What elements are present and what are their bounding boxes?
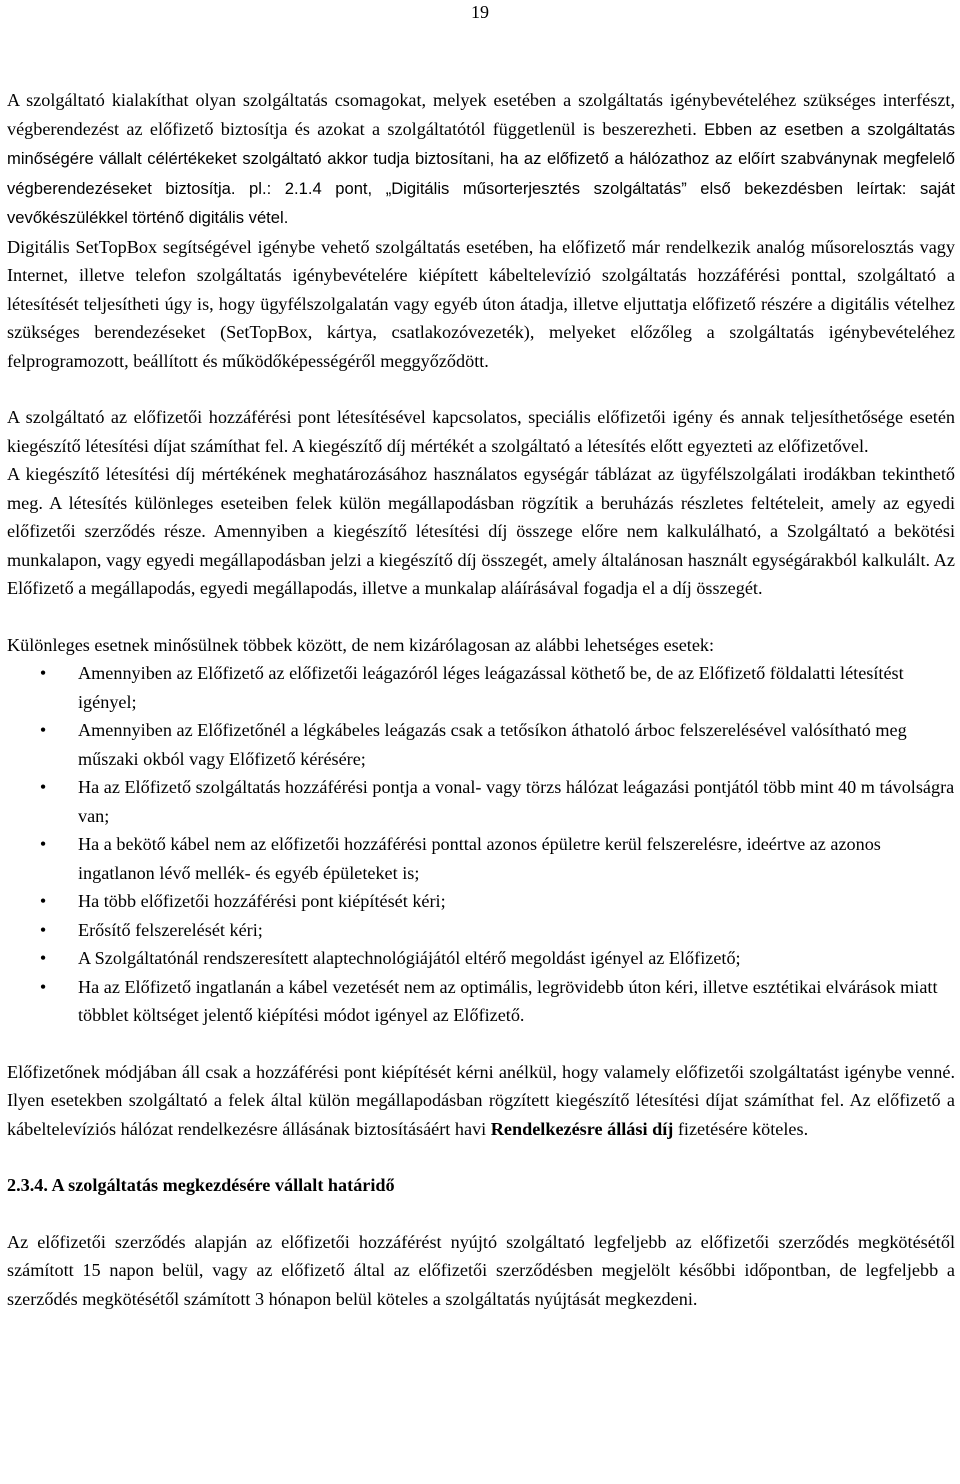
list-intro: Különleges esetnek minősülnek többek között, de nem kizárólagosan az alábbi lehetséges esetek: [7, 634, 715, 655]
list-item [7, 716, 955, 773]
bullet-icon: • [39, 720, 47, 740]
bullet-icon: • [39, 919, 47, 940]
list-item [7, 973, 955, 1030]
paragraph-service-packages-sans: Ebben az esetben a szolgáltatás minőségére vállalt célértékeket szolgáltató akkor tudja biztosítani, ha az előfizető a hálózathoz az előírt szabványnak megfelelő végberendezéseket biztosítja. pl.: 2.1.4 pont, „Digitális műsorterjesztés szolgáltatás” első bekezdésben leírtak: saját vevőkészülékkel történő digitális vétel. [7, 119, 956, 227]
bullet-icon: • [39, 948, 47, 968]
paragraph-access-point-only-tail: fizetésére köteles. [673, 1118, 809, 1139]
paragraph-service-packages [7, 86, 955, 233]
paragraph-settopbox: Digitális SetTopBox segítségével igénybe vehető szolgáltatás esetében, ha előfizető már rendelkezik analóg műsorelosztás vagy Internet, illetve telefon szolgáltatás igénybevételére kiépített kábeltelevízió szolgáltatás hozzáférési ponttal, szolgáltató a létesítését teljesítheti úgy is, hogy ügyfélszolgalatán vagy egyéb úton átadja, illetve eljuttatja előfizető részére a digitális vételhez szükséges berendezéseket (SetTopBox, kártya, csatlakozóvezeték), melyeket előzőleg a szolgáltatás igénybevételéhez felprogramozott, beállított és működőképességéről meggyőződött. [7, 236, 955, 371]
list-item [7, 887, 955, 916]
list-item-text: Ha több előfizetői hozzáférési pont kiépítését kéri; [78, 891, 446, 911]
list-item-text: Ha az Előfizető ingatlanán a kábel vezetését nem az optimális, legrövidebb úton kéri, illetve esztétikai elvárások miatt többlet költséget jelentő kiépítési módot igényel az Előfizető. [78, 976, 938, 1025]
bullet-icon: • [39, 976, 47, 997]
paragraph-additional-fee: A szolgáltató az előfizetői hozzáférési pont létesítésével kapcsolatos, speciális előfizetői igény és annak teljesíthetősége esetén kiegészítő létesítési díjat számíthat fel. A kiegészítő díj mértékét a szolgáltató a létesítés előtt egyezteti az előfizetővel. [7, 407, 955, 456]
paragraph-start-deadline: Az előfizetői szerződés alapján az előfizetői hozzáférést nyújtó szolgáltató legfeljebb az előfizetői szerződés megkötésétől számított 15 napon belül, vagy az előfizető által az előfizetői szerződésben megjelölt későbbi időpontban, de legfeljebb a szerződés megkötésétől számított 3 hónapon belül köteles a szolgáltatás nyújtását megkezdeni. [7, 1231, 955, 1309]
list-item-text: Ha a bekötő kábel nem az előfizetői hozzáférési ponttal azonos épületre kerül felszerelésre, ideértve az azonos ingatlanon lévő mellék- és egyéb épületeket is; [78, 834, 881, 883]
list-item [7, 944, 955, 973]
availability-fee-term: Rendelkezésre állási díj [490, 1118, 674, 1139]
list-item-text: Amennyiben az Előfizető az előfizetői leágazóról léges leágazással köthető be, de az Előfizető földalatti létesítést igényel; [78, 663, 904, 712]
special-cases-list [7, 659, 955, 1030]
list-item [7, 830, 955, 887]
list-item [7, 659, 955, 716]
section-heading: 2.3.4. A szolgáltatás megkezdésére vállalt határidő [7, 1175, 395, 1195]
paragraph-access-point-only [7, 1058, 955, 1144]
list-item-text: Ha az Előfizető szolgáltatás hozzáférési pontja a vonal- vagy törzs hálózat leágazási pontjától több mint 40 m távolságra van; [78, 777, 955, 826]
list-item [7, 916, 955, 945]
list-item [7, 773, 955, 830]
page-number: 19 [471, 2, 489, 22]
bullet-icon: • [39, 663, 47, 683]
list-item-text: Amennyiben az Előfizetőnél a légkábeles leágazás csak a tetősíkon áthatoló árboc felszerelésével valósítható meg műszaki okból vagy Előfizető kérésére; [78, 720, 907, 769]
paragraph-service-packages-serif: A szolgáltató kialakíthat olyan szolgáltatás csomagokat, melyek esetében a szolgáltatás igénybevételéhez szükséges interfészt, végberendezést az előfizető biztosítja és azokat a szolgáltatótól függetlenül is beszerezheti. [7, 90, 955, 139]
list-item-text: A Szolgáltatónál rendszeresített alaptechnológiájától eltérő megoldást igényel az Előfizető; [78, 948, 741, 968]
document-body [7, 86, 955, 1313]
paragraph-access-point-only-text: Előfizetőnek módjában áll csak a hozzáférési pont kiépítését kérni anélkül, hogy valamely előfizetői szolgáltatást igénybe venné. Ilyen esetekben szolgáltató a felek által külön megállapodásban rögzített kiegészítő létesítési díjat számíthat fel. Az előfizető a kábeltelevíziós hálózat rendelkezésre állásának biztosításáért havi [7, 1061, 955, 1139]
bullet-icon: • [39, 777, 47, 797]
bullet-icon: • [39, 891, 47, 911]
bullet-icon: • [39, 834, 47, 854]
list-item-text: Erősítő felszerelését kéri; [78, 919, 263, 940]
paragraph-fee-table: A kiegészítő létesítési díj mértékének meghatározásához használatos egységár táblázat az ügyfélszolgálati irodákban tekinthető meg. A létesítés különleges eseteiben felek külön megállapodásban rögzítik a beruházás részletes feltételeit, amely az egyedi előfizetői szerződés része. Amennyiben a kiegészítő létesítési díj összege előre nem kalkulálható, a Szolgáltató a bekötési munkalapon, vagy egyedi megállapodásban jelzi a kiegészítő díj összegét, amely általánosan használt egységárakból kalkulált. Az Előfizető a megállapodás, egyedi megállapodás, illetve a munkalap aláírásával fogadja el a díj összegét. [7, 464, 955, 598]
